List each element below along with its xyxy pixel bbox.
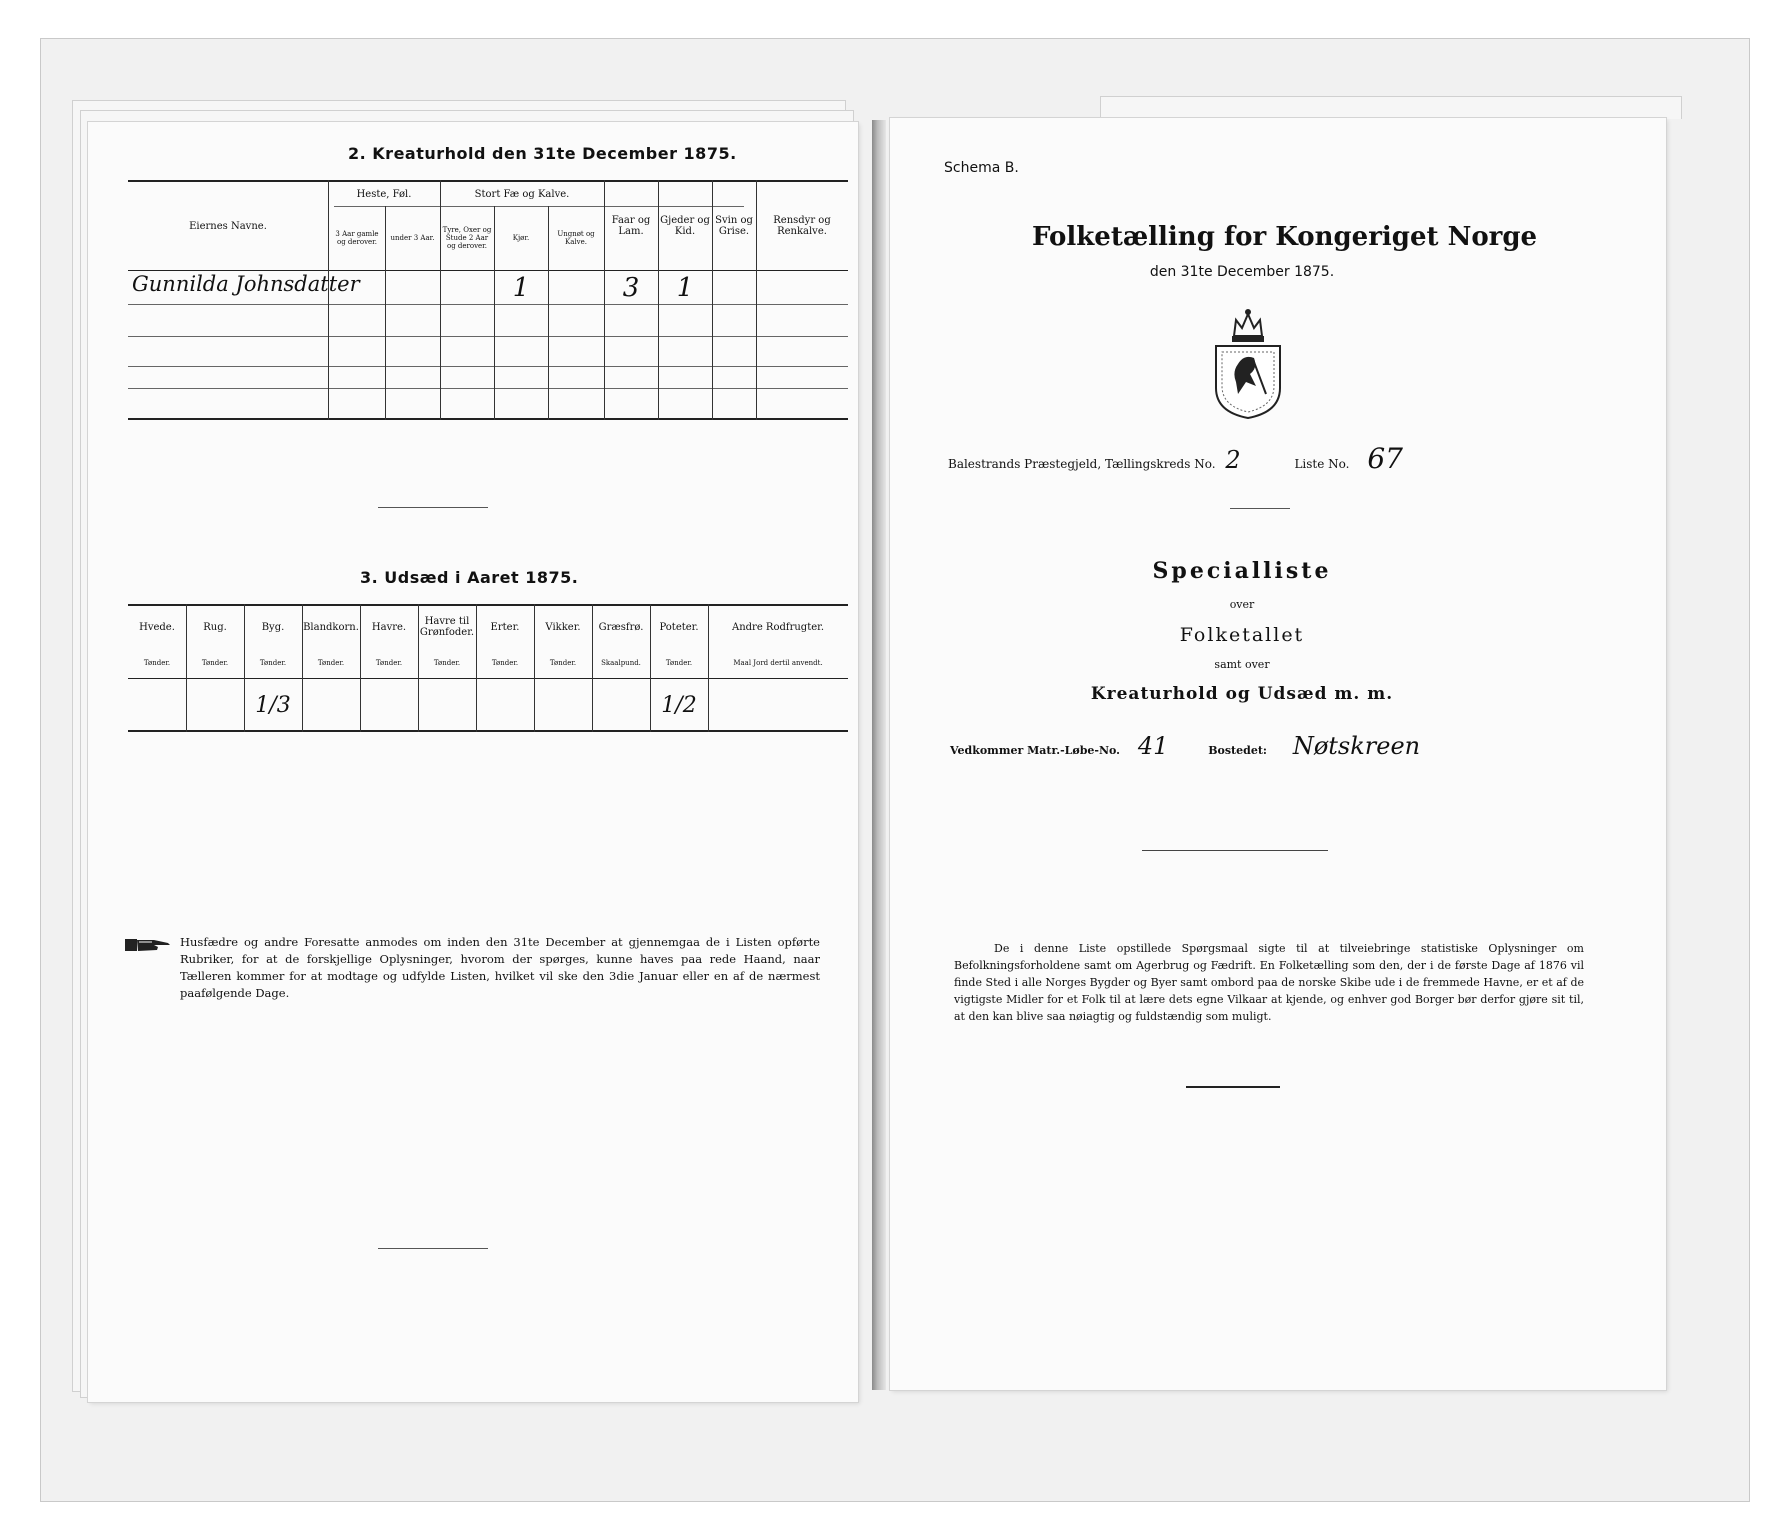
left-notice-text: Husfædre og andre Foresatte anmodes om inden den 31te December at gjennemgaa de i Listen opførte Rubriker, for at de forskjellige Oplysninger, hvorom der spørges, kunne haves paa rede Haand, naar Tælleren kommer for at modtage og udfylde Listen, hvilket vil ske den 3die Januar eller en af de nærmest paafølgende Dage. [180,935,820,1000]
norway-coat-of-arms-icon [1210,308,1286,424]
kjor-header: Kjør. [512,234,530,242]
udsaed-col-unit: Tønder. [491,659,519,667]
kjor-value: 1 [512,273,530,303]
udsaed-col-unit: Tønder. [375,659,403,667]
faar-header: Faar og Lam. [611,215,651,237]
udsaed-value [187,682,243,728]
udsaed-value [477,682,533,728]
udsaed-col-unit: Tønder. [259,659,287,667]
matr-line [950,732,1420,760]
bostedet-value: Nøtskreen [1292,732,1421,760]
bostedet-label: Bostedet: [1208,744,1267,757]
udsaed-col-unit: Skaalpund. [601,659,641,667]
udsaed-col-header [187,608,243,646]
udsaed-value [303,682,359,728]
udsaed-col-header [535,608,591,646]
udsaed-col-name: Hvede. [139,621,175,633]
divider [1142,850,1328,851]
udsaed-col-header [419,608,475,646]
udsaed-value [129,682,185,728]
udsaed-col-header [361,608,417,646]
over-text: over [1229,598,1255,611]
divider [1186,1086,1280,1088]
udsaed-value [709,682,847,728]
udsaed-col-name: Erter. [490,621,520,633]
svin-header: Svin og Grise. [715,215,753,237]
specialliste-title: Specialliste [1152,558,1332,584]
udsaed-col-name: Græsfrø. [598,621,644,633]
prestegjeld-line [948,442,1403,475]
stort-fae-group-header: Stort Fæ og Kalve. [474,188,570,200]
table-rule [128,366,848,367]
right-notice-text: De i denne Liste opstillede Spørgsmaal sigte til at tilveiebringe statistiske Oplysninger om Befolkningsforholdene samt om Agerbrug og Fædrift. En Folketælling som den, der i de første Dage af 1876 vil finde Sted i alle Norges Bygder og Byer samt ombord paa de norske Skibe ude i de fremmede Havne, er et af de vigtigste Midler for et Folk til at lære dets egne Vilkaar at kjende, og enhver god Borger bør derfor gjøre sit til, at den kan blive saa nøiagtig og fuldstændig som muligt. [954,942,1584,1023]
heste-adult-header: 3 Aar gamle og derover. [335,230,379,246]
udsaed-value [535,682,591,728]
udsaed-col-header [651,608,707,646]
udsaed-col-name: Havre. [371,621,407,633]
owner-name-header: Eiernes Navne. [189,220,267,232]
liste-no-value: 67 [1367,442,1403,475]
samt-over-text: samt over [1214,658,1270,671]
udsaed-value: 1/3 [255,692,291,718]
kreds-no-value: 2 [1225,446,1241,474]
table-rule [128,604,848,606]
right-page [890,118,1666,1390]
page-stack-edge [1100,96,1682,119]
page-gutter [872,120,886,1390]
left-page [88,122,858,1402]
tyre-oxer-header: Tyre, Oxer og Stude 2 Aar og derover. [442,226,492,250]
rensdyr-header: Rensdyr og Renkalve. [773,215,831,237]
udsaed-value [419,682,475,728]
udsaed-col-header [303,608,359,646]
table-rule [128,678,848,679]
divider [1230,508,1290,509]
udsaed-col-name: Havre til Grønfoder. [419,616,475,638]
udsaed-value [593,682,649,728]
pointing-hand-icon [124,934,174,960]
udsaed-col-header [593,608,649,646]
divider [378,507,488,508]
udsaed-col-name: Blandkorn. [303,621,359,633]
liste-label: Liste No. [1294,457,1350,471]
divider [378,1248,488,1249]
udsaed-col-header [245,608,301,646]
matr-no-value: 41 [1137,732,1169,760]
gjeder-value: 1 [676,273,694,303]
ungnot-header: Ungnøt og Kalve. [557,230,595,246]
census-date: den 31te December 1875. [1149,264,1335,280]
gjeder-header: Gjeder og Kid. [660,215,710,237]
schema-label: Schema B. [944,160,1019,176]
prestegjeld-label: Balestrands Præstegjeld, Tællingskreds No. [948,457,1216,471]
table-rule [128,730,848,732]
udsaed-col-unit: Tønder. [201,659,229,667]
owner-name-value: Gunnilda Johnsdatter [132,272,360,296]
udsaed-col-name: Poteter. [659,621,699,633]
table-rule [128,270,848,271]
table-rule [128,336,848,337]
udsaed-col-unit: Tønder. [665,659,693,667]
matr-label: Vedkommer Matr.-Løbe-No. [950,744,1120,757]
udsaed-col-name: Andre Rodfrugter. [731,621,824,633]
section3-title: 3. Udsæd i Aaret 1875. [360,568,579,587]
main-title: Folketælling for Kongeriget Norge [1032,222,1538,252]
udsaed-col-header [477,608,533,646]
heste-young-header: under 3 Aar. [390,234,435,242]
heste-group-header: Heste, Føl. [356,188,412,200]
folketallet-title: Folketallet [1179,624,1305,646]
faar-value: 3 [622,273,640,303]
udsaed-col-unit: Tønder. [433,659,461,667]
udsaed-col-unit: Tønder. [317,659,345,667]
udsaed-col-name: Rug. [203,621,227,633]
table-rule [128,304,848,305]
kreaturhold-title: Kreaturhold og Udsæd m. m. [1090,684,1394,704]
udsaed-value [361,682,417,728]
section2-title: 2. Kreaturhold den 31te December 1875. [348,144,737,163]
udsaed-col-header [129,608,185,646]
udsaed-col-name: Vikker. [545,621,581,633]
udsaed-col-header [709,608,847,646]
table-divider [328,180,329,420]
table-rule [128,418,848,420]
table-rule [128,388,848,389]
udsaed-value: 1/2 [661,692,697,718]
udsaed-col-name: Byg. [261,621,285,633]
udsaed-col-unit: Tønder. [549,659,577,667]
udsaed-col-unit: Tønder. [143,659,171,667]
udsaed-col-unit: Maal Jord dertil anvendt. [733,659,823,667]
